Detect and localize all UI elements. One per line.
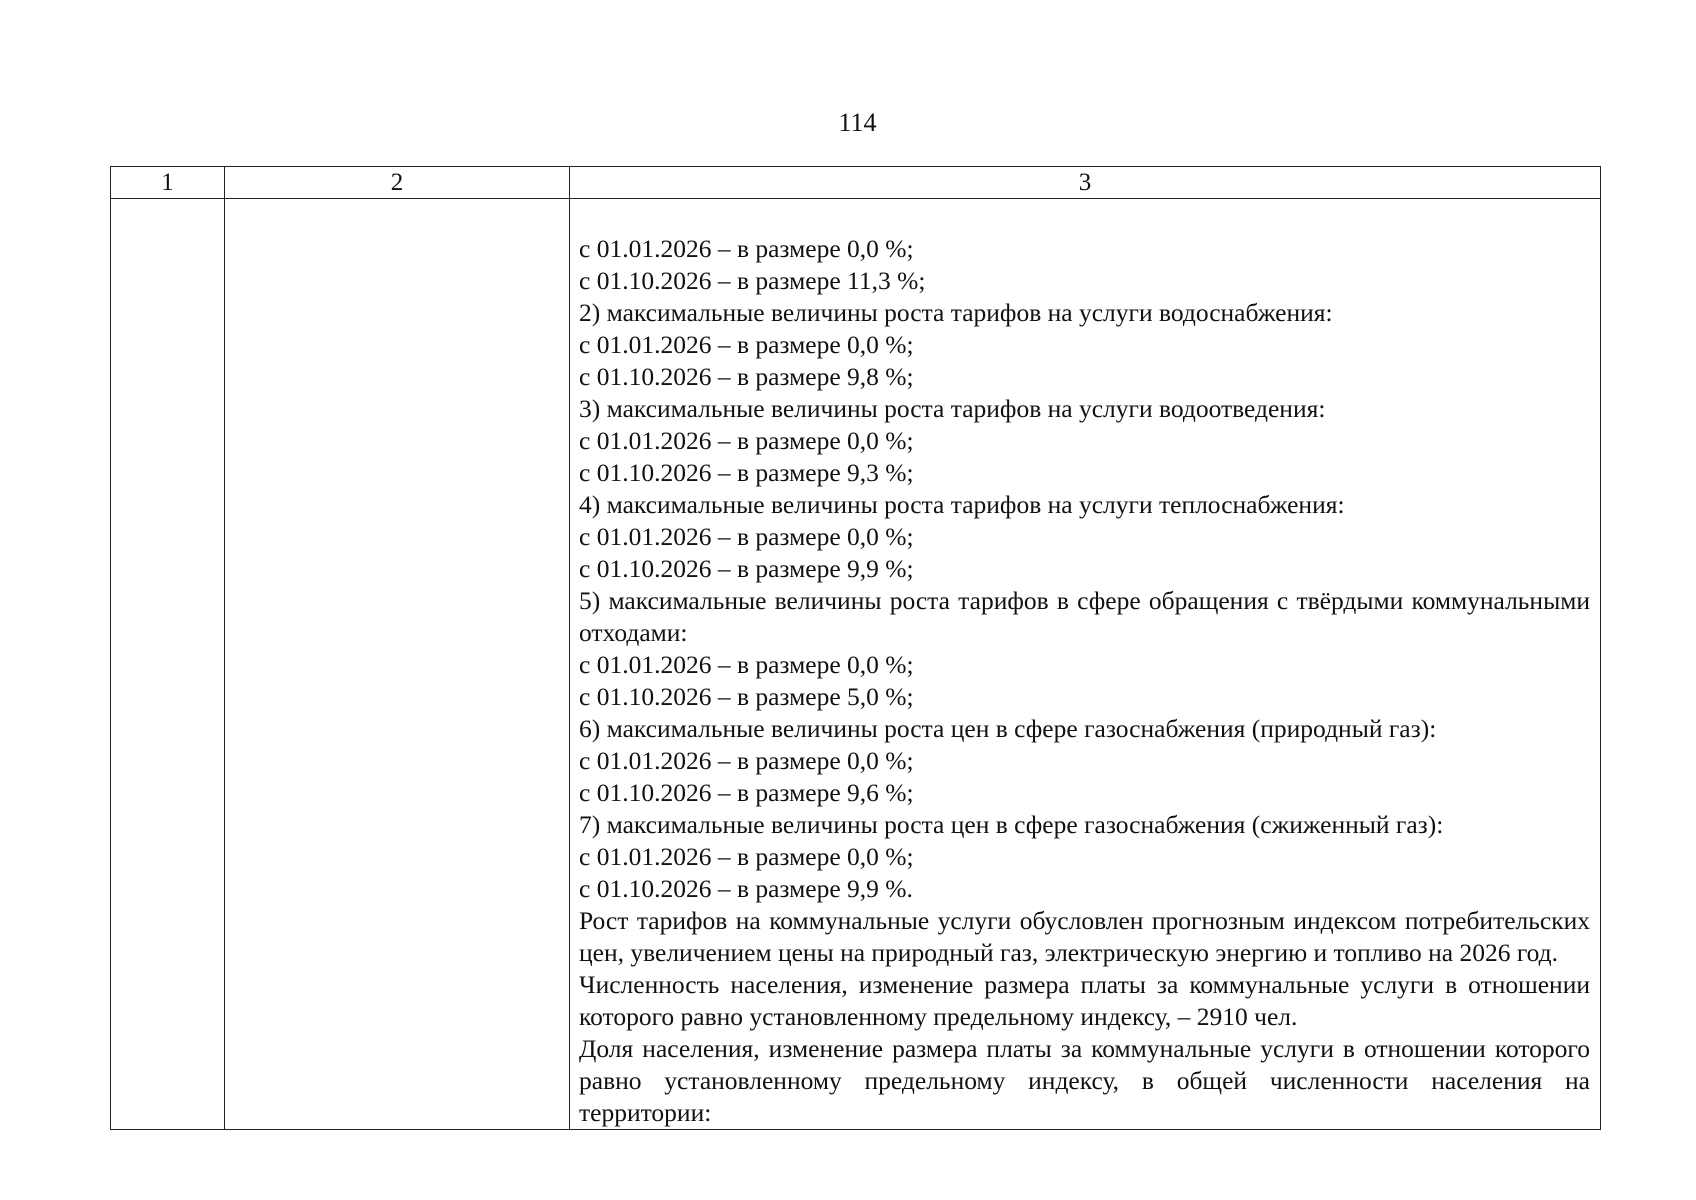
text-line: с 01.10.2026 – в размере 5,0 %; <box>579 682 914 711</box>
text-paragraph: Доля населения, изменение размера платы за коммунальные услуги в отношении которого равно установленному предельному индексу, в общей численности населения на территории: <box>579 1034 1590 1127</box>
text-paragraph: 5) максимальные величины роста тарифов в сфере обращения с твёрдыми коммунальными отходами: <box>579 586 1590 647</box>
document-table <box>110 166 1601 1130</box>
table-row <box>111 199 1601 1130</box>
text-line: с 01.10.2026 – в размере 9,6 %; <box>579 778 914 807</box>
text-line: 2) максимальные величины роста тарифов на услуги водоснабжения: <box>579 298 1333 327</box>
table-cell-col3 <box>570 199 1601 1130</box>
text-line: с 01.01.2026 – в размере 0,0 %; <box>579 650 914 679</box>
table-cell-col2 <box>225 199 570 1130</box>
text-paragraph: Рост тарифов на коммунальные услуги обусловлен прогнозным индексом потребительских цен, увеличением цены на природный газ, электрическую энергию и топливо на 2026 год. <box>579 906 1590 967</box>
cell-content <box>570 199 1600 1129</box>
text-line: с 01.10.2026 – в размере 9,9 %; <box>579 554 914 583</box>
text-line: с 01.01.2026 – в размере 0,0 %; <box>579 522 914 551</box>
column-header-2: 2 <box>225 167 570 199</box>
text-line: с 01.10.2026 – в размере 9,3 %; <box>579 458 914 487</box>
text-line: с 01.10.2026 – в размере 9,8 %; <box>579 362 914 391</box>
text-line: с 01.10.2026 – в размере 11,3 %; <box>579 266 926 295</box>
text-paragraph: Численность населения, изменение размера платы за коммунальные услуги в отношении которого равно установленному предельному индексу, – 2910 чел. <box>579 970 1590 1031</box>
page-number: 114 <box>838 108 877 137</box>
column-header-1: 1 <box>111 167 225 199</box>
text-line: с 01.01.2026 – в размере 0,0 %; <box>579 426 914 455</box>
text-line: с 01.10.2026 – в размере 9,9 %. <box>579 874 913 903</box>
table-header-row <box>111 167 1601 199</box>
text-line: с 01.01.2026 – в размере 0,0 %; <box>579 842 914 871</box>
text-line: с 01.01.2026 – в размере 0,0 %; <box>579 234 914 263</box>
text-line: 6) максимальные величины роста цен в сфере газоснабжения (природный газ): <box>579 714 1437 743</box>
text-line: 3) максимальные величины роста тарифов на услуги водоотведения: <box>579 394 1326 423</box>
table-cell-col1 <box>111 199 225 1130</box>
text-line: 4) максимальные величины роста тарифов на услуги теплоснабжения: <box>579 490 1345 519</box>
column-header-3: 3 <box>570 167 1601 199</box>
text-line: 7) максимальные величины роста цен в сфере газоснабжения (сжиженный газ): <box>579 810 1444 839</box>
text-line: с 01.01.2026 – в размере 0,0 %; <box>579 746 914 775</box>
text-line: с 01.01.2026 – в размере 0,0 %; <box>579 330 914 359</box>
